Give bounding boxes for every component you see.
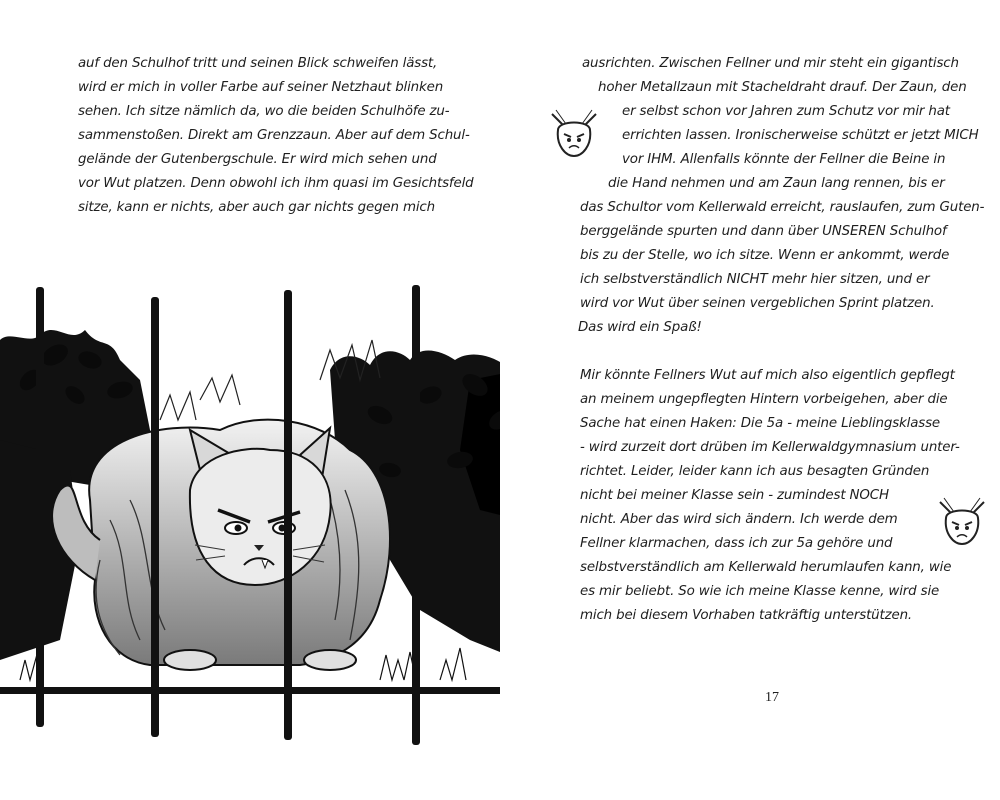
text-line: nicht bei meiner Klasse sein - zumindest NOCH: [580, 488, 889, 503]
page-number: 17: [765, 690, 779, 705]
text-line: hoher Metallzaun mit Stacheldraht drauf. Der Zaun, den: [598, 80, 967, 95]
text-line: Das wird ein Spaß!: [578, 320, 702, 335]
text-line: sammenstoßen. Direkt am Grenzzaun. Aber auf dem Schul-: [78, 128, 470, 143]
text-line: vor Wut platzen. Denn obwohl ich ihm quasi im Gesichtsfeld: [78, 176, 474, 191]
text-line: sitze, kann er nichts, aber auch gar nichts gegen mich: [78, 200, 435, 215]
text-line: gelände der Gutenbergschule. Er wird mich sehen und: [78, 152, 437, 167]
text-line: wird vor Wut über seinen vergeblichen Sprint platzen.: [580, 296, 935, 311]
text-line: ausrichten. Zwischen Fellner und mir steht ein gigantisch: [582, 56, 959, 71]
text-line: Fellner klarmachen, dass ich zur 5a gehöre und: [580, 536, 893, 551]
text-line: auf den Schulhof tritt und seinen Blick schweifen lässt,: [78, 56, 438, 71]
text-line: wird er mich in voller Farbe auf seiner Netzhaut blinken: [78, 80, 444, 95]
text-line: Sache hat einen Haken: Die 5a - meine Lieblingsklasse: [580, 416, 941, 431]
text-line: mich bei diesem Vorhaben tatkräftig unterstützen.: [580, 608, 913, 623]
text-line: berggelände spurten und dann über UNSEREN Schulhof: [580, 224, 947, 239]
text-line: sehen. Ich sitze nämlich da, wo die beiden Schulhöfe zu-: [78, 104, 450, 119]
cat: [52, 420, 390, 670]
text-line: vor IHM. Allenfalls könnte der Fellner die Beine in: [622, 152, 946, 167]
mascot-doodle-icon: [542, 100, 606, 164]
text-line: ich selbstverständlich NICHT mehr hier sitzen, und er: [580, 272, 930, 287]
right-page: [500, 0, 1000, 800]
text-line: - wird zurzeit dort drüben im Kellerwaldgymnasium unter-: [580, 440, 960, 455]
text-line: an meinem ungepflegten Hintern vorbeigehen, aber die: [580, 392, 948, 407]
text-line: Mir könnte Fellners Wut auf mich also eigentlich gepflegt: [580, 368, 955, 383]
text-line: selbstverständlich am Kellerwald herumlaufen kann, wie: [580, 560, 952, 575]
text-line: errichten lassen. Ironischerweise schützt er jetzt MICH: [622, 128, 979, 143]
mascot-doodle-icon: [930, 488, 994, 552]
text-line: bis zu der Stelle, wo ich sitze. Wenn er ankommt, werde: [580, 248, 950, 263]
text-line: die Hand nehmen und am Zaun lang rennen, bis er: [608, 176, 945, 191]
text-line: das Schultor vom Kellerwald erreicht, rauslaufen, zum Guten-: [580, 200, 985, 215]
text-line: er selbst schon vor Jahren zum Schutz vor mir hat: [622, 104, 950, 119]
text-line: es mir beliebt. So wie ich meine Klasse kenne, wird sie: [580, 584, 940, 599]
text-line: nicht. Aber das wird sich ändern. Ich werde dem: [580, 512, 898, 527]
grumpy-cat-behind-fence-illustration: [0, 270, 522, 750]
text-line: richtet. Leider, leider kann ich aus besagten Gründen: [580, 464, 930, 479]
